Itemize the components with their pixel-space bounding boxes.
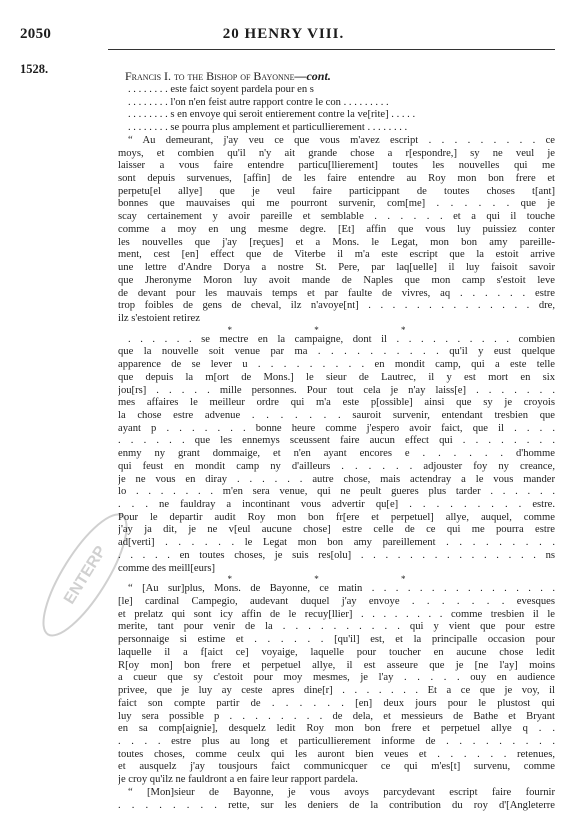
text-line: . . . . . . se mectre en la campaigne, dont il . . . . . . . . . . combien bbox=[128, 333, 555, 345]
text-line: personnaige si estime et . . . . . . [qu'il] est, et la principalle occasion pour bbox=[118, 634, 555, 646]
running-title: 20 HENRY VIII. bbox=[222, 26, 345, 42]
text-line: luy sera possible p . . . . . . . . de dela, et messieurs de Bathe et Bryant bbox=[118, 710, 555, 722]
text-line: ilz s'estoient retirez bbox=[118, 312, 200, 324]
text-line: . . . . . en toutes choses, je suis res[olu] . . . . . . . . . . . . . . . ns bbox=[118, 549, 555, 561]
text-line: comme des meill[eurs] bbox=[118, 562, 216, 574]
text-line: que depuis la m[ort de Mons.] le sieur de Lautrec, il y est mort en six bbox=[118, 371, 555, 383]
text-line: [le] cardinal Campegio, audevant duquel j'ay envoye . . . . . . . evesques bbox=[118, 596, 555, 608]
text-line: . . . . . . que les ennemys sceussent faire aucun effect qui . . . . . . . . bbox=[118, 435, 555, 447]
text-line: je croy qu'ilz ne fauldront a en faire leur rapport pardela. bbox=[118, 774, 358, 786]
document-title-suffix: —cont. bbox=[294, 69, 331, 83]
text-line: une lettre d'Andre Dorya a nostre St. Pere, par laq[uelle] il luy faisoit savoir bbox=[118, 262, 555, 274]
text-line: . . . . . . . . l'on n'en feist autre rapport contre le con . . . . . . . . . bbox=[128, 96, 389, 108]
text-line: “ Au demeurant, j'ay veu ce que vous m'avez escript . . . . . . . . . ce bbox=[128, 134, 555, 146]
text-line: de devant pour les mauvais temps et par faulte de vivres, aq . . . . . . estre bbox=[118, 287, 555, 299]
text-line: jou[rs] . . . . . mille personnes. Pour tout cela je n'ay laiss[e] . . . . . . . bbox=[118, 384, 555, 396]
page-number: 2050 bbox=[20, 26, 52, 42]
text-line: . . . . estre plus au long et particullierement informe de . . . . . . . . . bbox=[118, 735, 555, 747]
text-line: j'ay ja dit, je ne v[eul aucune chose] estre celle de ce qui me pourra estre bbox=[118, 524, 555, 536]
text-line: ayant p . . . . . . . bonne heure comme j'espero avoir faict, que il . . . . bbox=[118, 422, 555, 434]
text-line: les nouvelles que j'ay [reçues] et a Mons. le Legat, mon bon amy pareille- bbox=[118, 236, 555, 248]
document-heading bbox=[125, 69, 331, 84]
text-line: merite, tant pour venir de la . . . . . . . . . . qui y vient que pour estre bbox=[118, 621, 555, 633]
text-line: bonnes que mauvaises qui me pourront survenir, com[me] . . . . . . que je bbox=[118, 198, 555, 210]
text-line: moys, et combien qu'il n'y ait grande chose a r[espondre,] sy ne veul je bbox=[118, 147, 555, 159]
text-line: lo . . . . . . . m'en sera venue, qui ne peult gueres plus tarder . . . . . . bbox=[118, 486, 555, 498]
text-line: . . . ne fauldray a incontinant vous advertir qu[e] . . . . . . . . . estre. bbox=[118, 499, 555, 510]
text-line: ad[verti] . . . . . . le Legat mon bon amy pareillement . . . . . . . . . bbox=[118, 537, 555, 549]
text-line: scay certainement y avoir pareille et semblable . . . . . . et a qui il touche bbox=[118, 211, 555, 223]
section-break: * * * bbox=[227, 325, 446, 334]
header-rule bbox=[108, 49, 555, 50]
text-line: . . . . . . . . se pourra plus amplement et particullierement . . . . . . . . bbox=[128, 122, 408, 134]
text-line: en sa comp[aignie], desquelz ledit Roy mon bon frere et perpetuel allye q . . bbox=[118, 723, 555, 735]
text-line: et prelatz qui sont icy affin de le recuy[llier] . . . . . . . . comme tresbien il le bbox=[118, 608, 555, 620]
text-line: enmy ny grant dommaige, et n'en ayant encores e . . . . . . d'homme bbox=[118, 448, 555, 460]
text-line: laisser a vous faire entendre particu[llierement] toutes les nouvelles qui me bbox=[118, 160, 555, 172]
text-line: ment, cest [en] effect que de Viterbe il m'a este escript que la estoit arrive bbox=[118, 249, 555, 261]
section-break: * * * bbox=[227, 575, 446, 584]
text-line: . . . . . . . . este faict soyent pardela pour en s bbox=[128, 84, 314, 95]
text-line: et ausquelz j'ay tousjours faict communicquer ce qui m'es[t] survenu, comme bbox=[118, 761, 555, 773]
document-title: Francis I. to the Bishop of Bayonne bbox=[125, 69, 295, 83]
stamp-text: ENTERP bbox=[61, 543, 110, 608]
text-line: Pour le departir audit Roy mon bon fr[ere et perpetuel] allye, auquel, comme bbox=[118, 511, 555, 523]
text-line: la chose estre advenue . . . . . . . sauroit survenir, entendant tresbien que bbox=[118, 409, 555, 421]
text-line: “ [Au sur]plus, Mons. de Bayonne, ce matin . . . . . . . . . . . . . . . . bbox=[128, 583, 555, 595]
text-line: je ne vous en diray . . . . . . autre chose, mais actendray a le vous mander bbox=[118, 473, 555, 485]
text-line: faict son compte partir de . . . . . . [en] deux jours pour le plustost qui bbox=[118, 697, 555, 709]
text-line: que la nouvelle soit venue par ma . . . . . . . . . . qu'il y eust quelque bbox=[118, 346, 555, 358]
text-line: qui feust en mondit camp ny d'ailleurs . . . . . . adjouster foy ny creance, bbox=[118, 460, 555, 472]
text-line: apparence de se lever u . . . . . . . . . en mondit camp, qui a este telle bbox=[118, 359, 555, 371]
document-body bbox=[118, 84, 555, 812]
margin-year: 1528. bbox=[20, 62, 49, 76]
text-line: trop foibles de gens de cheval, ilz n'avoye[nt] . . . . . . . . . . . . . . dre, bbox=[118, 300, 555, 312]
text-line: laquelle il a f[aict ce] voyaige, laquelle pour toucher en aucune chose ledit bbox=[118, 646, 555, 658]
text-line: toutes choses, comme ceulx qui les auront bien veues et . . . . . . retenues, bbox=[118, 748, 555, 760]
text-line: comme a moy en ung mesme degre. [Et] affin que vous luy puissiez conter bbox=[118, 223, 555, 235]
text-line: perpetu[el allye] que je veul faire particippant de toutes choses t[ant] bbox=[118, 185, 555, 197]
text-line: privee, que je luy ay ceste apres dine[r] . . . . . . . Et a ce que je voy, il bbox=[118, 685, 555, 697]
text-line: R[oy mon] bon frere et perpetuel allye, il est asseure que je [ne l'ay] moins bbox=[118, 659, 555, 671]
text-line: “ [Mon]sieur de Bayonne, je vous avoys parcydevant escript faire fournir bbox=[128, 786, 555, 798]
text-line: sont depuis survenues, [affin] de les faire entendre au Roy mon bon frere et bbox=[118, 173, 555, 185]
text-line: que Jheronyme Moron luy avoit mande de Naples que mon camp s'estoit leve bbox=[118, 274, 555, 286]
text-line: a cueur que sy c'estoit pour moy mesmes, je l'ay . . . . . ouy en audience bbox=[118, 672, 555, 684]
text-line: . . . . . . . . s en envoye qui seroit entierement contre la ve[rite] . . . . . bbox=[128, 109, 416, 121]
text-line: mes affaires le meilleur ordre qui m'a este p[ossible] ainsi que sy je croyois bbox=[118, 397, 555, 409]
text-line: . . . . . . . . rette, sur les deniers de la contribution du roy d'[Angleterre bbox=[118, 799, 555, 811]
